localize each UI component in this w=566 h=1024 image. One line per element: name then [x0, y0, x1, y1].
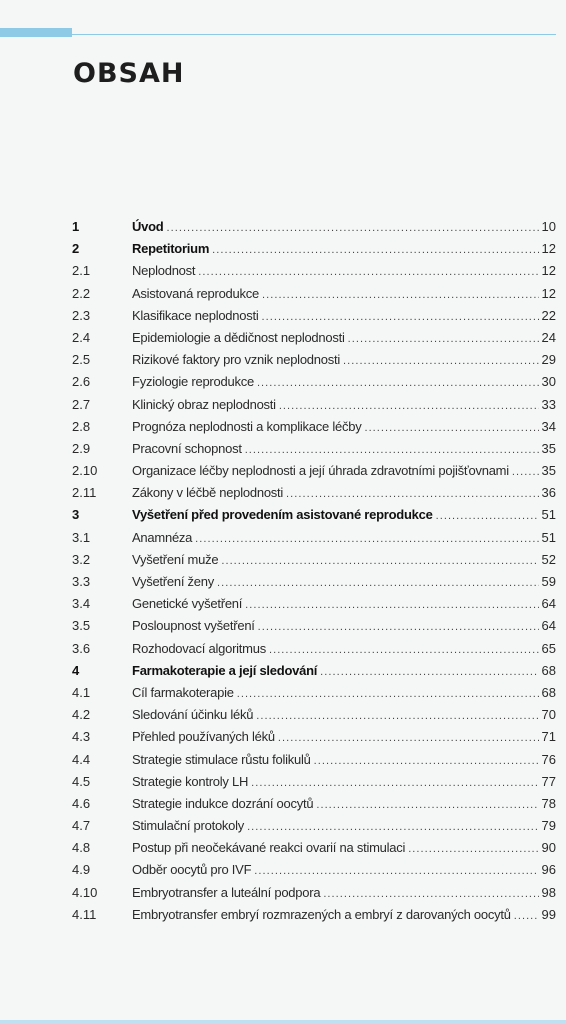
- dot-leader: [198, 261, 538, 283]
- toc-entry-title: Rozhodovací algoritmus: [132, 640, 266, 656]
- top-rule: [72, 34, 556, 35]
- toc-entry[interactable]: [72, 416, 556, 438]
- toc-entry-number: 2.7: [72, 396, 91, 412]
- toc-entry-number: 2.10: [72, 463, 98, 479]
- toc-entry-page: 35: [541, 440, 556, 456]
- toc-entry-number: 2.9: [72, 440, 91, 456]
- toc-entry-title: Prognóza neplodnosti a komplikace léčby: [132, 418, 362, 434]
- toc-entry-number: 3.4: [72, 596, 91, 612]
- toc-entry-page: 76: [541, 751, 556, 767]
- toc-entry-page: 22: [541, 307, 556, 323]
- toc-entry-page: 30: [541, 374, 556, 390]
- toc-entry[interactable]: [72, 793, 556, 815]
- toc-entry-page: 70: [541, 707, 556, 723]
- toc-entry-number: 2.1: [72, 263, 91, 279]
- toc-entry-title: Cíl farmakoterapie: [132, 684, 234, 700]
- table-of-contents: [72, 216, 556, 926]
- toc-entry-page: 90: [541, 840, 556, 856]
- toc-entry-title: Stimulační protokoly: [132, 818, 245, 834]
- toc-entry-number: 2: [72, 241, 80, 257]
- dot-leader: [254, 860, 538, 882]
- dot-leader: [512, 461, 539, 483]
- dot-leader: [314, 750, 539, 772]
- toc-entry[interactable]: [72, 327, 556, 349]
- toc-entry-title: Embryotransfer embryí rozmrazených a embryí z darovaných oocytů: [132, 906, 511, 922]
- toc-entry-page: 96: [541, 862, 556, 878]
- dot-leader: [212, 239, 538, 261]
- toc-entry[interactable]: [72, 260, 556, 282]
- toc-entry-number: 4.10: [72, 884, 98, 900]
- toc-entry[interactable]: [72, 571, 556, 593]
- toc-entry-number: 2.2: [72, 285, 91, 301]
- toc-entry-page: 64: [541, 618, 556, 634]
- toc-entry[interactable]: [72, 460, 556, 482]
- toc-entry-title: Rizikové faktory pro vznik neplodnosti: [132, 352, 340, 368]
- dot-leader: [258, 616, 539, 638]
- toc-entry-number: 4: [72, 662, 80, 678]
- dot-leader: [514, 905, 539, 927]
- dot-leader: [348, 328, 539, 350]
- toc-entry-title: Epidemiologie a dědičnost neplodnosti: [132, 329, 345, 345]
- toc-entry-page: 24: [541, 329, 556, 345]
- toc-entry-title: Organizace léčby neplodnosti a její úhrada zdravotními pojišťovnami: [132, 463, 509, 479]
- toc-entry-number: 4.11: [72, 906, 97, 922]
- dot-leader: [408, 838, 538, 860]
- toc-entry-number: 3.3: [72, 574, 91, 589]
- toc-entry-page: 98: [541, 884, 556, 900]
- dot-leader: [195, 528, 538, 550]
- toc-entry-number: 2.8: [72, 418, 91, 434]
- toc-entry[interactable]: [72, 527, 556, 549]
- dot-leader: [316, 794, 538, 816]
- toc-entry-title: Posloupnost vyšetření: [132, 618, 255, 634]
- dot-leader: [323, 883, 538, 905]
- toc-entry[interactable]: [72, 726, 556, 748]
- toc-entry-page: 10: [541, 219, 556, 234]
- toc-entry[interactable]: [72, 638, 556, 660]
- toc-entry[interactable]: [72, 549, 556, 571]
- dot-leader: [256, 705, 538, 727]
- toc-chapter-entry[interactable]: [72, 238, 556, 260]
- toc-chapter-entry[interactable]: [72, 216, 556, 238]
- toc-entry-page: 12: [541, 241, 556, 257]
- toc-entry-page: 29: [541, 352, 556, 368]
- toc-entry-number: 3.6: [72, 640, 91, 656]
- toc-entry-title: Genetické vyšetření: [132, 596, 243, 612]
- toc-entry-title: Fyziologie reprodukce: [132, 374, 254, 390]
- toc-entry-page: 99: [541, 906, 556, 922]
- toc-entry-page: 64: [541, 596, 556, 612]
- toc-entry[interactable]: [72, 815, 556, 837]
- toc-entry-number: 3.1: [72, 529, 91, 545]
- dot-leader: [245, 594, 538, 616]
- toc-entry[interactable]: [72, 394, 556, 416]
- toc-entry-title: Farmakoterapie a její sledování: [132, 662, 318, 678]
- toc-entry[interactable]: [72, 837, 556, 859]
- dot-leader: [343, 350, 539, 372]
- toc-entry-page: 36: [541, 485, 556, 501]
- toc-entry-title: Zákony v léčbě neplodnosti: [132, 485, 284, 501]
- dot-leader: [286, 483, 538, 505]
- toc-entry-number: 4.3: [72, 729, 91, 745]
- toc-entry-title: Úvod: [132, 219, 164, 234]
- toc-entry-title: Asistovaná reprodukce: [132, 285, 259, 301]
- toc-entry-number: 4.2: [72, 707, 91, 723]
- dot-leader: [167, 217, 539, 239]
- toc-entry-page: 68: [541, 662, 556, 678]
- toc-entry-title: Neplodnost: [132, 263, 196, 279]
- dot-leader: [245, 439, 539, 461]
- toc-entry-number: 3.2: [72, 551, 91, 567]
- toc-entry-number: 2.4: [72, 329, 91, 345]
- toc-entry-number: 3.5: [72, 618, 91, 634]
- toc-entry-number: 4.8: [72, 840, 91, 856]
- toc-chapter-entry[interactable]: [72, 660, 556, 682]
- toc-entry[interactable]: [72, 882, 556, 904]
- toc-entry-page: 78: [541, 795, 556, 811]
- dot-leader: [436, 505, 539, 527]
- toc-entry[interactable]: [72, 615, 556, 637]
- toc-entry-page: 51: [541, 507, 556, 523]
- dot-leader: [221, 550, 538, 572]
- dot-leader: [278, 727, 539, 749]
- page-title: OBSAH: [73, 58, 185, 89]
- toc-entry-number: 4.5: [72, 773, 91, 789]
- dot-leader: [237, 683, 539, 705]
- toc-entry-page: 68: [541, 684, 556, 700]
- toc-entry-number: 2.6: [72, 374, 91, 390]
- top-accent-bar: [0, 28, 72, 37]
- dot-leader: [364, 417, 538, 439]
- toc-entry[interactable]: [72, 482, 556, 504]
- dot-leader: [247, 816, 538, 838]
- toc-entry-title: Strategie kontroly LH: [132, 773, 249, 789]
- toc-entry-title: Anamnéza: [132, 529, 193, 545]
- toc-entry-page: 35: [541, 463, 556, 479]
- toc-entry-number: 1: [72, 219, 80, 234]
- toc-entry-title: Odběr oocytů pro IVF: [132, 862, 252, 878]
- dot-leader: [251, 772, 538, 794]
- toc-entry-title: Strategie indukce dozrání oocytů: [132, 795, 314, 811]
- toc-entry[interactable]: [72, 349, 556, 371]
- toc-entry-number: 2.3: [72, 307, 91, 323]
- toc-entry-title: Repetitorium: [132, 241, 210, 257]
- toc-entry-title: Postup při neočekávané reakci ovarií na stimulaci: [132, 840, 406, 856]
- toc-entry-page: 12: [541, 263, 556, 279]
- dot-leader: [262, 306, 539, 328]
- toc-entry[interactable]: [72, 749, 556, 771]
- toc-entry-title: Klasifikace neplodnosti: [132, 307, 259, 323]
- toc-entry-page: 79: [541, 818, 556, 834]
- toc-entry[interactable]: [72, 859, 556, 881]
- toc-entry[interactable]: [72, 904, 556, 926]
- toc-entry[interactable]: [72, 682, 556, 704]
- bottom-accent-bar: [0, 1020, 566, 1024]
- toc-entry-page: 77: [541, 773, 556, 789]
- toc-entry-title: Strategie stimulace růstu folikulů: [132, 751, 311, 767]
- toc-entry-page: 71: [541, 729, 556, 745]
- toc-entry[interactable]: [72, 305, 556, 327]
- toc-entry-title: Embryotransfer a luteální podpora: [132, 884, 321, 900]
- toc-entry-number: 4.4: [72, 751, 91, 767]
- toc-entry[interactable]: [72, 593, 556, 615]
- toc-entry-number: 4.9: [72, 862, 91, 878]
- toc-entry-title: Pracovní schopnost: [132, 440, 242, 456]
- toc-entry-number: 2.5: [72, 352, 91, 368]
- toc-entry-title: Vyšetření muže: [132, 551, 219, 567]
- dot-leader: [217, 572, 539, 594]
- toc-entry-title: Sledování účinku léků: [132, 707, 254, 723]
- toc-entry-title: Vyšetření před provedením asistované reprodukce: [132, 507, 433, 523]
- toc-entry-title: Přehled používaných léků: [132, 729, 275, 745]
- dot-leader: [279, 395, 539, 417]
- toc-entry-number: 4.7: [72, 818, 91, 834]
- toc-entry[interactable]: [72, 283, 556, 305]
- toc-entry[interactable]: [72, 438, 556, 460]
- toc-entry-number: 3: [72, 507, 80, 523]
- toc-entry-number: 4.6: [72, 795, 91, 811]
- toc-entry-number: 2.11: [72, 485, 97, 501]
- dot-leader: [320, 661, 538, 683]
- toc-entry-page: 51: [541, 529, 556, 545]
- dot-leader: [269, 639, 539, 661]
- toc-entry-title: Klinický obraz neplodnosti: [132, 396, 276, 412]
- toc-entry-page: 12: [541, 285, 556, 301]
- dot-leader: [257, 372, 539, 394]
- toc-entry-number: 4.1: [72, 684, 91, 700]
- toc-entry-page: 52: [541, 551, 556, 567]
- toc-entry[interactable]: [72, 771, 556, 793]
- toc-entry-title: Vyšetření ženy: [132, 574, 215, 589]
- toc-entry-page: 33: [541, 396, 556, 412]
- toc-entry[interactable]: [72, 704, 556, 726]
- dot-leader: [262, 284, 539, 306]
- toc-chapter-entry[interactable]: [72, 504, 556, 526]
- toc-entry-page: 59: [541, 574, 556, 589]
- toc-entry[interactable]: [72, 371, 556, 393]
- toc-entry-page: 65: [541, 640, 556, 656]
- toc-entry-page: 34: [541, 418, 556, 434]
